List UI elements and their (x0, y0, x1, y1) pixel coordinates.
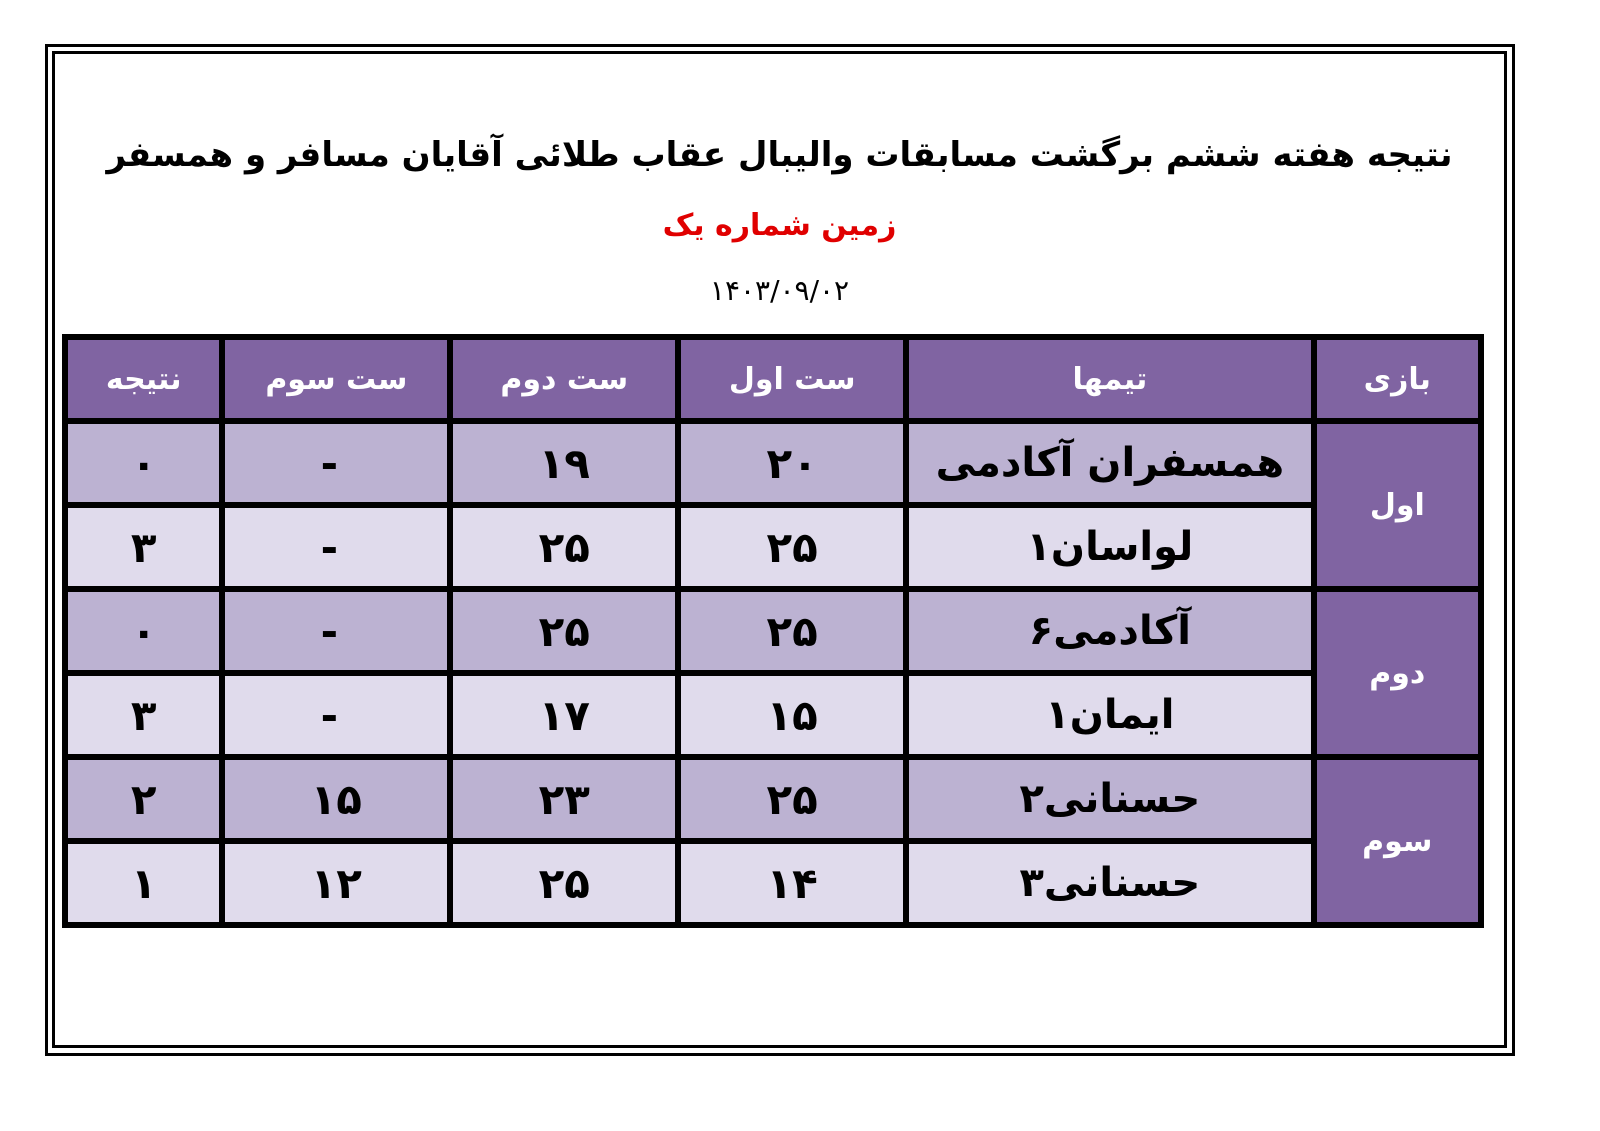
result-value: ۰ (68, 424, 219, 502)
results-table (62, 334, 1484, 928)
game-label: اول (1317, 424, 1478, 586)
court-subtitle: زمین شماره یک (662, 208, 897, 243)
table-row (68, 844, 1478, 922)
set1-score: ۲۰ (681, 424, 903, 502)
set2-score: ۲۵ (453, 508, 675, 586)
team-name: آکادمی۶ (909, 592, 1310, 670)
team-name: ایمان۱ (909, 676, 1310, 754)
header-result: نتیجه (68, 340, 219, 418)
set2-score: ۱۷ (453, 676, 675, 754)
table-row (68, 508, 1478, 586)
table-row (68, 676, 1478, 754)
date-label: ۱۴۰۳/۰۹/۰۲ (709, 274, 850, 307)
result-value: ۱ (68, 844, 219, 922)
set3-score: - (225, 508, 447, 586)
set2-score: ۲۵ (453, 844, 675, 922)
page-title: نتیجه هفته ششم برگشت مسابقات والیبال عقاب طلائی آقایان مسافر و همسفر (106, 135, 1453, 175)
set3-score: ۱۵ (225, 760, 447, 838)
header-set3: ست سوم (225, 340, 447, 418)
set3-score: ۱۲ (225, 844, 447, 922)
set1-score: ۱۴ (681, 844, 903, 922)
set1-score: ۲۵ (681, 592, 903, 670)
set1-score: ۱۵ (681, 676, 903, 754)
team-name: لواسان۱ (909, 508, 1310, 586)
team-name: حسنانی۳ (909, 844, 1310, 922)
header-row (68, 340, 1478, 418)
set2-score: ۱۹ (453, 424, 675, 502)
set1-score: ۲۵ (681, 760, 903, 838)
game-label: سوم (1317, 760, 1478, 922)
team-name: حسنانی۲ (909, 760, 1310, 838)
header-set1: ست اول (681, 340, 903, 418)
table-row (68, 424, 1478, 502)
set1-score: ۲۵ (681, 508, 903, 586)
header-set2: ست دوم (453, 340, 675, 418)
result-value: ۳ (68, 508, 219, 586)
header-game: بازی (1317, 340, 1478, 418)
result-value: ۰ (68, 592, 219, 670)
set2-score: ۲۳ (453, 760, 675, 838)
set3-score: - (225, 424, 447, 502)
result-value: ۲ (68, 760, 219, 838)
result-value: ۳ (68, 676, 219, 754)
table-row (68, 760, 1478, 838)
set2-score: ۲۵ (453, 592, 675, 670)
table-row (68, 592, 1478, 670)
game-label: دوم (1317, 592, 1478, 754)
header-teams: تیمها (909, 340, 1310, 418)
team-name: همسفران آکادمی (909, 424, 1310, 502)
set3-score: - (225, 676, 447, 754)
set3-score: - (225, 592, 447, 670)
